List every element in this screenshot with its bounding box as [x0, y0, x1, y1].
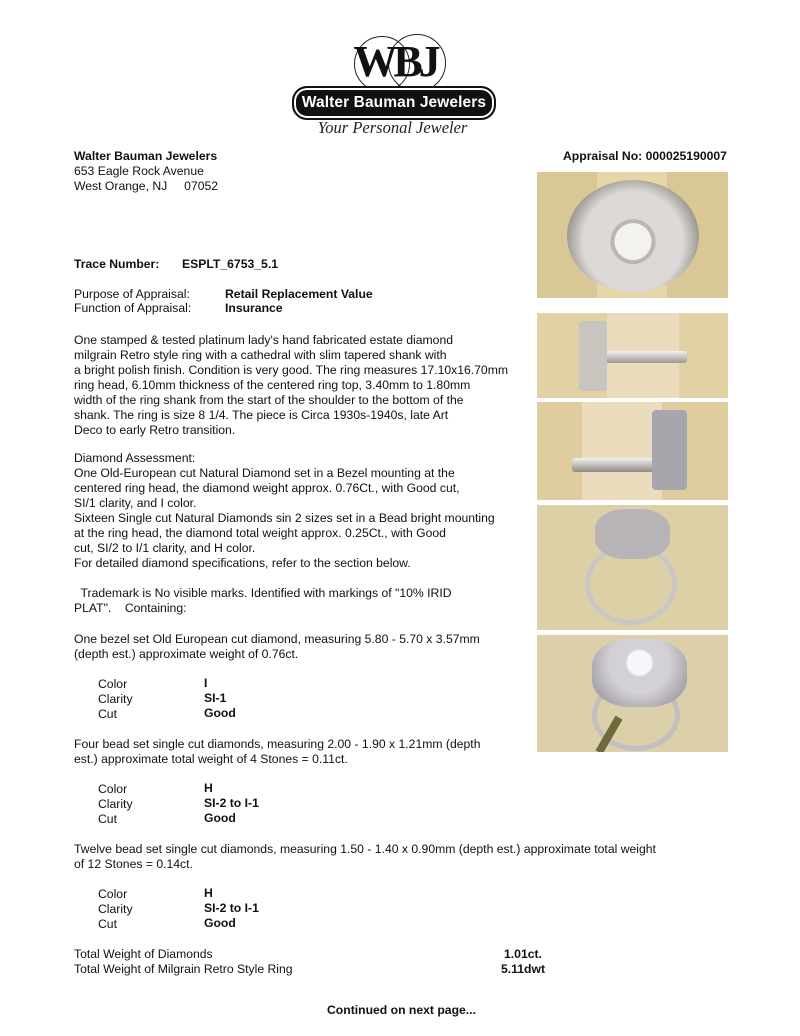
logo-tagline: Your Personal Jeweler: [317, 118, 468, 137]
assessment-line: centered ring head, the diamond weight approx. 0.76Ct., with Good cut,: [74, 481, 460, 495]
trademark-line: PLAT". Containing:: [74, 601, 187, 615]
trademark-info: [74, 586, 452, 616]
stone-1-color-label: Color: [98, 677, 128, 691]
monogram-logo: [340, 32, 450, 92]
stone-3-color-value: H: [204, 886, 213, 900]
ring-underside-view-photo: [537, 505, 728, 630]
stone-description-line: of 12 Stones = 0.14ct.: [74, 857, 193, 871]
stone-1-clarity-value: SI-1: [204, 691, 227, 705]
trace-number-label: Trace Number:: [74, 257, 160, 271]
stone-3-color-label: Color: [98, 887, 128, 901]
total-diamond-weight-label: Total Weight of Diamonds: [74, 947, 213, 961]
total-ring-weight-label: Total Weight of Milgrain Retro Style Ring: [74, 962, 293, 976]
monogram-text: WBJ: [353, 37, 437, 86]
function-label: Function of Appraisal:: [74, 301, 192, 315]
stone-3-clarity-value: SI-2 to I-1: [204, 901, 259, 915]
stone-2-cut-label: Cut: [98, 812, 117, 826]
ring-side-view-left-photo: [537, 313, 728, 398]
total-ring-weight-value: 5.11dwt: [501, 962, 546, 976]
business-address-line2: West Orange, NJ 07052: [74, 179, 219, 193]
ring-description: [74, 333, 508, 438]
stone-description-line: Four bead set single cut diamonds, measuring 2.00 - 1.90 x 1.21mm (depth: [74, 737, 481, 751]
business-address-line1: 653 Eagle Rock Avenue: [74, 164, 204, 178]
total-diamond-weight-value: 1.01ct.: [504, 947, 542, 961]
function-value: Insurance: [225, 301, 283, 315]
assessment-line: at the ring head, the diamond total weight approx. 0.25Ct., with Good: [74, 526, 446, 540]
stone-3-cut-value: Good: [204, 916, 236, 930]
stone-3-clarity-label: Clarity: [98, 902, 133, 916]
logo-banner: [292, 86, 496, 120]
assessment-line: One Old-European cut Natural Diamond set in a Bezel mounting at the: [74, 466, 455, 480]
diamond-assessment: [74, 451, 495, 571]
stone-2-cut-value: Good: [204, 811, 236, 825]
description-line: One stamped & tested platinum lady's hand fabricated estate diamond: [74, 333, 454, 347]
purpose-value: Retail Replacement Value: [225, 287, 373, 301]
ring-top-view-photo: [537, 172, 728, 298]
stone-2-clarity-value: SI-2 to I-1: [204, 796, 259, 810]
ring-angled-view-photo: [537, 635, 728, 752]
stone-description-line: One bezel set Old European cut diamond, measuring 5.80 - 5.70 x 3.57mm: [74, 632, 480, 646]
stone-1-clarity-label: Clarity: [98, 692, 133, 706]
stone-2-color-label: Color: [98, 782, 128, 796]
stone-2-clarity-label: Clarity: [98, 797, 133, 811]
trace-number-value: ESPLT_6753_5.1: [182, 257, 278, 271]
description-line: ring head, 6.10mm thickness of the centered ring top, 3.40mm to 1.80mm: [74, 378, 471, 392]
business-name: Walter Bauman Jewelers: [74, 149, 218, 163]
stone-1-description: [74, 632, 480, 662]
stone-1-color-value: I: [204, 676, 208, 690]
stone-1-cut-label: Cut: [98, 707, 117, 721]
logo-company-name: Walter Bauman Jewelers: [301, 94, 487, 111]
stone-3-cut-label: Cut: [98, 917, 117, 931]
stone-description-line: (depth est.) approximate weight of 0.76ct.: [74, 647, 299, 661]
stone-3-description: [74, 842, 656, 872]
ring-side-view-right-photo: [537, 402, 728, 500]
assessment-line: For detailed diamond specifications, refer to the section below.: [74, 556, 411, 570]
trademark-line: Trademark is No visible marks. Identified with markings of "10% IRID: [74, 586, 452, 600]
description-line: shank. The ring is size 8 1/4. The piece is Circa 1930s-1940s, late Art: [74, 408, 449, 422]
stone-2-description: [74, 737, 480, 767]
description-line: milgrain Retro style ring with a cathedral with slim tapered shank with: [74, 348, 447, 362]
continued-notice: Continued on next page...: [327, 1003, 476, 1017]
stone-description-line: Twelve bead set single cut diamonds, measuring 1.50 - 1.40 x 0.90mm (depth est.) approximate total weight: [74, 842, 656, 856]
assessment-line: SI/1 clarity, and I color.: [74, 496, 197, 510]
description-line: a bright polish finish. Condition is very good. The ring measures 17.10x16.70mm: [74, 363, 509, 377]
purpose-label: Purpose of Appraisal:: [74, 287, 190, 301]
stone-description-line: est.) approximate total weight of 4 Stones = 0.11ct.: [74, 752, 348, 766]
assessment-line: cut, SI/2 to I/1 clarity, and H color.: [74, 541, 256, 555]
company-logo: [290, 28, 495, 138]
appraisal-number: Appraisal No: 000025190007: [563, 149, 727, 163]
stone-1-cut-value: Good: [204, 706, 236, 720]
description-line: width of the ring shank from the start of the shoulder to the bottom of the: [74, 393, 464, 407]
stone-2-color-value: H: [204, 781, 213, 795]
assessment-line: Sixteen Single cut Natural Diamonds sin 2 sizes set in a Bead bright mounting: [74, 511, 495, 525]
assessment-heading: Diamond Assessment:: [74, 451, 196, 465]
description-line: Deco to early Retro transition.: [74, 423, 236, 437]
